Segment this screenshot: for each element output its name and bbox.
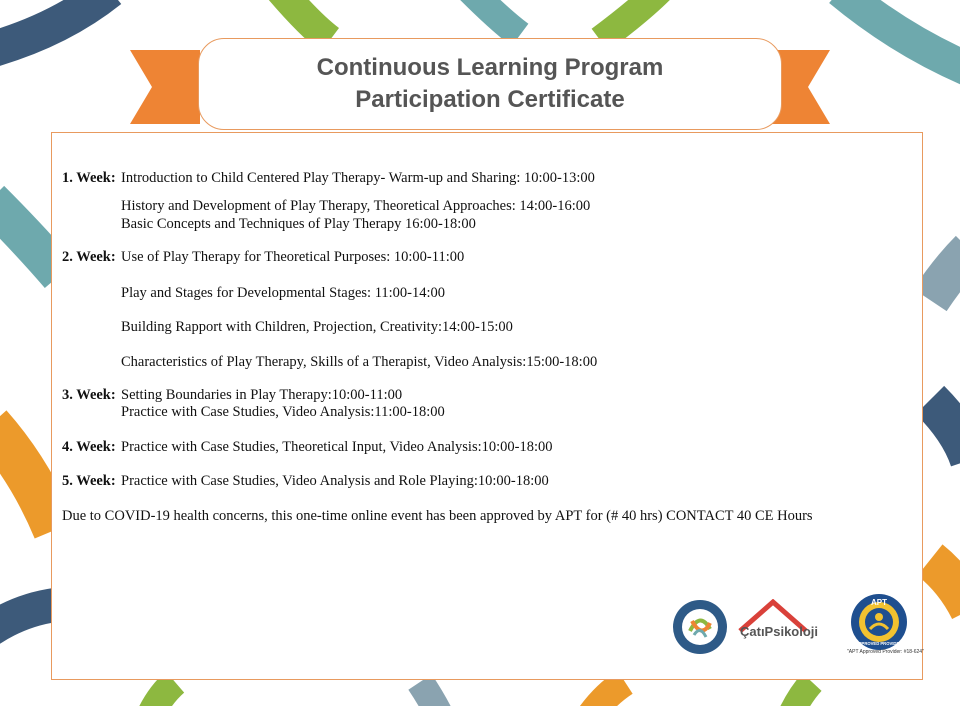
week-5-item-1: Practice with Case Studies, Video Analysis and Role Playing:10:00-18:00	[121, 473, 549, 489]
week-label: 1. Week:	[62, 170, 116, 186]
week-3-row	[62, 386, 116, 404]
apt-provider-caption: "APT Approved Provider: #18-624"	[847, 649, 924, 655]
ribbon-orange-bottom	[590, 682, 625, 706]
title-box	[198, 38, 782, 130]
ribbon-navy-top-left	[0, 0, 110, 50]
apt-logo-ring-text: APPROVED PROVIDER	[855, 641, 903, 646]
week-4-item-1: Practice with Case Studies, Theoretical Input, Video Analysis:10:00-18:00	[121, 439, 553, 455]
association-seal-icon	[672, 599, 728, 655]
title-banner	[130, 38, 830, 132]
week-2-row	[62, 248, 116, 266]
week-label: 4. Week:	[62, 439, 116, 455]
approval-note: Due to COVID-19 health concerns, this one-time online event has been approved by APT for (# 40 hrs) CONTACT 40 CE Hours	[62, 508, 813, 524]
ribbon-orange-left	[0, 425, 55, 530]
ribbon-navy-bottom-left	[0, 605, 55, 630]
ribbon-slate-bottom	[420, 682, 440, 706]
ribbon-green-bottom-right	[790, 682, 812, 706]
apt-approved-provider-icon	[850, 593, 908, 651]
ribbon-green-bottom	[150, 682, 175, 706]
ribbon-navy-right	[930, 400, 960, 460]
apt-logo-top-text: APT	[871, 598, 887, 607]
week-label: 2. Week:	[62, 249, 116, 265]
ribbon-slate-right	[930, 250, 960, 300]
ribbon-teal-top-right	[840, 0, 960, 70]
week-4-row	[62, 438, 116, 456]
week-2-item-4: Characteristics of Play Therapy, Skills of a Therapist, Video Analysis:15:00-18:00	[121, 354, 598, 370]
week-1-item-2: History and Development of Play Therapy, Theoretical Approaches: 14:00-16:00	[121, 198, 591, 214]
week-label: 5. Week:	[62, 473, 116, 489]
ribbon-green-top	[280, 0, 330, 40]
week-label: 3. Week:	[62, 387, 116, 403]
ribbon-orange-right	[930, 560, 960, 610]
week-3-item-2: Practice with Case Studies, Video Analysis:11:00-18:00	[121, 404, 445, 420]
week-5-row	[62, 472, 116, 490]
ribbon-teal-top	[470, 0, 520, 35]
ribbon-green-top-right	[600, 0, 660, 40]
week-3-item-1: Setting Boundaries in Play Therapy:10:00-11:00	[121, 387, 403, 403]
week-1-row	[62, 169, 116, 187]
cati-logo-text: ÇatıPsikoloji	[740, 624, 819, 639]
week-2-item-1: Use of Play Therapy for Theoretical Purposes: 10:00-11:00	[121, 249, 465, 265]
week-1-item-3: Basic Concepts and Techniques of Play Therapy 16:00-18:00	[121, 216, 476, 232]
week-2-item-3: Building Rapport with Children, Projection, Creativity:14:00-15:00	[121, 319, 513, 335]
title-line-1: Continuous Learning Program	[316, 54, 664, 81]
title-line-2: Participation Certificate	[355, 86, 625, 113]
week-1-item-1: Introduction to Child Centered Play Therapy- Warm-up and Sharing: 10:00-13:00	[121, 170, 595, 186]
certificate-body	[51, 132, 923, 680]
week-2-item-2: Play and Stages for Developmental Stages: 11:00-14:00	[121, 285, 446, 301]
